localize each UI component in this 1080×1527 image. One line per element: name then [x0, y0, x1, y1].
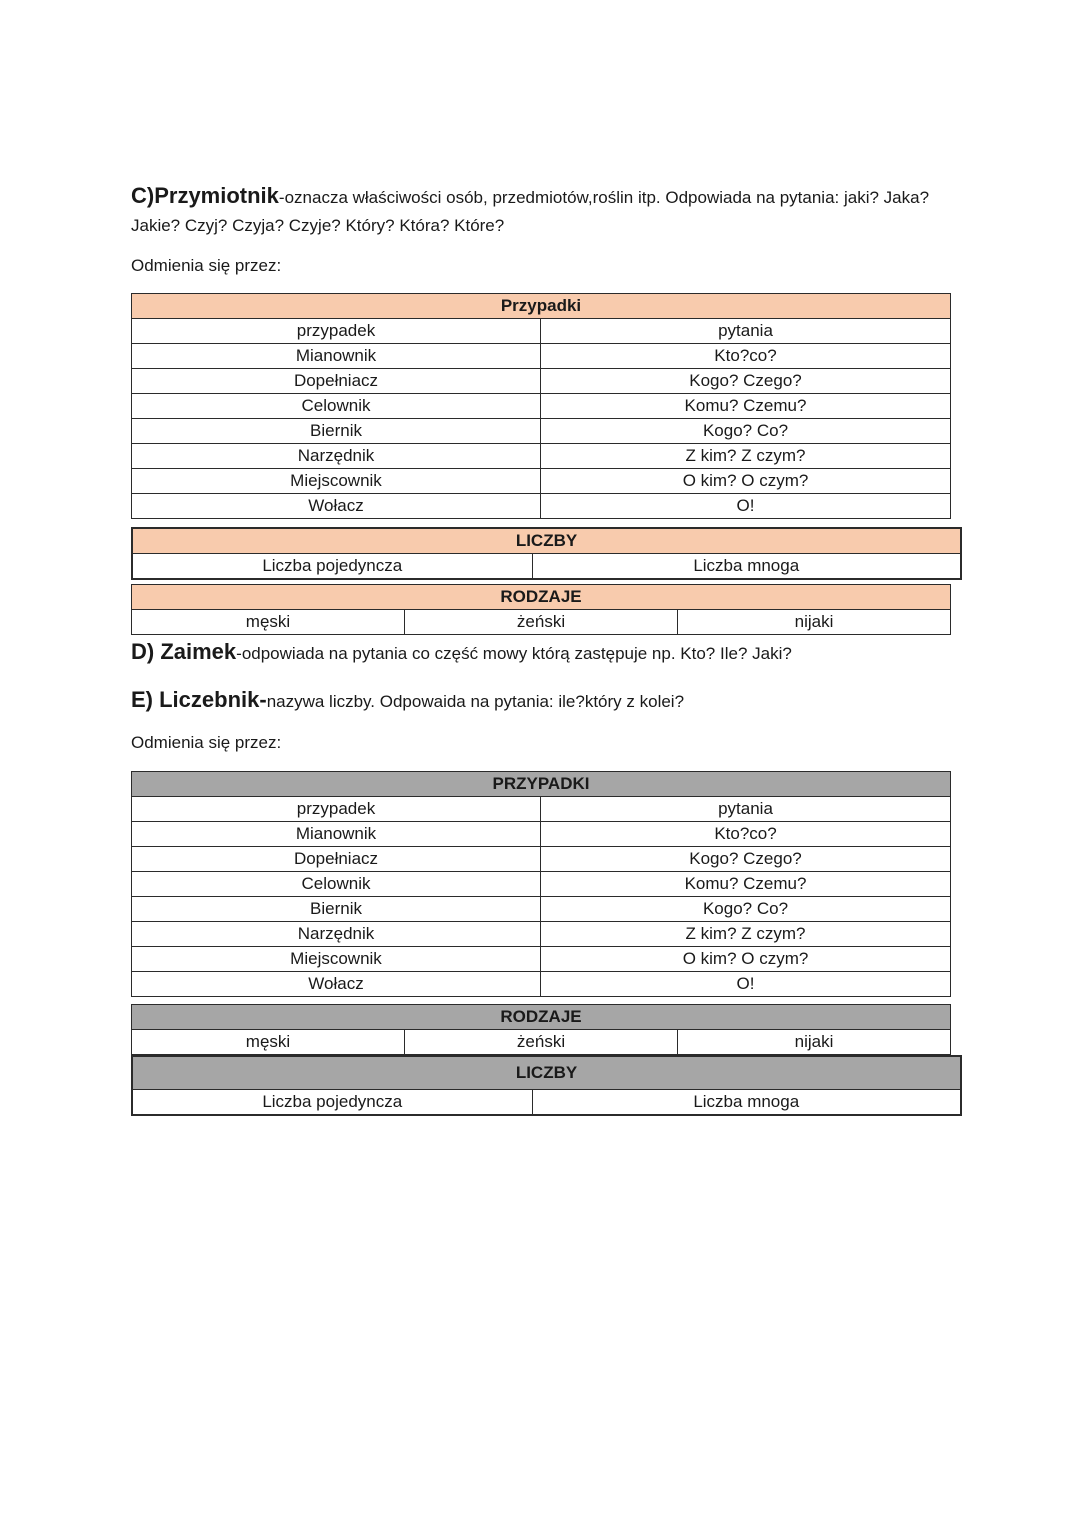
case-name: Biernik: [132, 419, 541, 444]
table-header-row: [132, 1056, 961, 1090]
number-plural: Liczba mnoga: [532, 554, 961, 580]
case-question: Z kim? Z czym?: [541, 922, 951, 947]
table-row: [132, 897, 951, 922]
table-row: [132, 847, 951, 872]
table-row: [132, 369, 951, 394]
case-question: O kim? O czym?: [541, 947, 951, 972]
case-question: Kogo? Czego?: [541, 369, 951, 394]
case-name: Celownik: [132, 872, 541, 897]
section-d-title: D) Zaimek: [131, 639, 237, 664]
gender-masculine: męski: [132, 610, 405, 635]
table-row: [132, 344, 951, 369]
number-singular: Liczba pojedyncza: [132, 554, 532, 580]
case-question: O kim? O czym?: [541, 469, 951, 494]
table-row: [132, 469, 951, 494]
section-c-paragraph: [131, 182, 951, 240]
col-header-case: przypadek: [132, 319, 541, 344]
table-row: [132, 947, 951, 972]
gender-feminine: żeński: [405, 610, 678, 635]
number-plural: Liczba mnoga: [532, 1090, 961, 1116]
gender-neuter: nijaki: [678, 1030, 951, 1055]
case-name: Dopełniacz: [132, 847, 541, 872]
section-e-cases-table: [131, 771, 951, 997]
col-header-questions: pytania: [541, 797, 951, 822]
genders-header: RODZAJE: [132, 1005, 951, 1030]
case-name: Wołacz: [132, 494, 541, 519]
numbers-header: LICZBY: [132, 1056, 961, 1090]
case-question: Kto?co?: [541, 344, 951, 369]
case-question: Kogo? Czego?: [541, 847, 951, 872]
cases-header: PRZYPADKI: [132, 772, 951, 797]
case-question: Z kim? Z czym?: [541, 444, 951, 469]
case-name: Narzędnik: [132, 922, 541, 947]
section-e-numbers-table: [131, 1055, 962, 1116]
case-name: Mianownik: [132, 822, 541, 847]
table-header-row: [132, 585, 951, 610]
section-c-title: C)Przymiotnik: [131, 183, 279, 208]
case-name: Wołacz: [132, 972, 541, 997]
section-e-inflects-by: Odmienia się przez:: [131, 733, 282, 752]
case-name: Biernik: [132, 897, 541, 922]
case-question: Komu? Czemu?: [541, 872, 951, 897]
section-c-definition: -oznacza właściwości osób, przedmiotów,roślin itp. Odpowiada na pytania: jaki? Jaka? Jakie? Czyj? Czyja? Czyje? Który? Która? Które?: [131, 188, 930, 235]
section-e-title: E) Liczebnik-: [131, 687, 267, 712]
col-header-questions: pytania: [541, 319, 951, 344]
table-header-row: [132, 1005, 951, 1030]
case-question: Kto?co?: [541, 822, 951, 847]
gender-neuter: nijaki: [678, 610, 951, 635]
case-name: Miejscownik: [132, 469, 541, 494]
genders-header: RODZAJE: [132, 585, 951, 610]
table-row: [132, 822, 951, 847]
table-header-row: [132, 294, 951, 319]
table-row: [132, 419, 951, 444]
gender-masculine: męski: [132, 1030, 405, 1055]
case-name: Mianownik: [132, 344, 541, 369]
table-row: [132, 1030, 951, 1055]
case-question: O!: [541, 972, 951, 997]
table-header-row: [132, 528, 961, 554]
case-name: Narzędnik: [132, 444, 541, 469]
section-c-numbers-table: [131, 527, 962, 580]
section-e-paragraph: [131, 686, 951, 716]
case-question: Kogo? Co?: [541, 897, 951, 922]
case-name: Celownik: [132, 394, 541, 419]
table-row: [132, 872, 951, 897]
case-name: Dopełniacz: [132, 369, 541, 394]
cases-header: Przypadki: [132, 294, 951, 319]
table-row: [132, 797, 951, 822]
case-question: Komu? Czemu?: [541, 394, 951, 419]
table-row: [132, 1090, 961, 1116]
table-row: [132, 554, 961, 580]
section-c-cases-table: [131, 293, 951, 519]
section-d-definition: -odpowiada na pytania co część mowy którą zastępuje np. Kto? Ile? Jaki?: [236, 644, 792, 663]
section-c-inflects-by: Odmienia się przez:: [131, 256, 282, 275]
numbers-header: LICZBY: [132, 528, 961, 554]
table-row: [132, 444, 951, 469]
table-row: [132, 494, 951, 519]
section-e-definition: nazywa liczby. Odpowaida na pytania: ile?który z kolei?: [266, 692, 685, 711]
table-header-row: [132, 772, 951, 797]
case-question: Kogo? Co?: [541, 419, 951, 444]
table-row: [132, 319, 951, 344]
table-row: [132, 922, 951, 947]
case-name: Miejscownik: [132, 947, 541, 972]
section-e-genders-table: [131, 1004, 951, 1055]
table-row: [132, 610, 951, 635]
gender-feminine: żeński: [405, 1030, 678, 1055]
section-d-paragraph: [131, 638, 951, 668]
case-question: O!: [541, 494, 951, 519]
table-row: [132, 972, 951, 997]
col-header-case: przypadek: [132, 797, 541, 822]
table-row: [132, 394, 951, 419]
number-singular: Liczba pojedyncza: [132, 1090, 532, 1116]
section-c-genders-table: [131, 584, 951, 635]
